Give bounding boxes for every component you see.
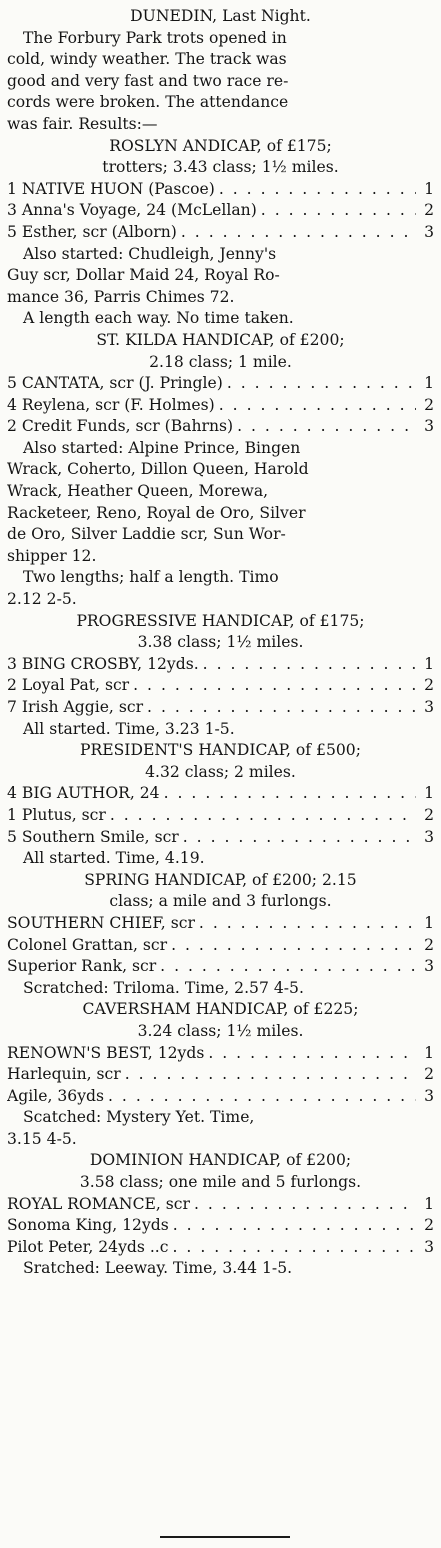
result-row <box>7 1237 434 1259</box>
runner: 2 Loyal Pat, scr <box>7 676 130 695</box>
placing: 1 <box>424 784 434 803</box>
race-note: Sratched: Leeway. Time, 3.44 1-5. <box>23 1259 293 1278</box>
race-note: Also started: Alpine Prince, Bingen <box>23 438 301 457</box>
intro-line: was fair. Results:— <box>7 114 158 133</box>
dateline: DUNEDIN, Last Night. <box>130 7 311 25</box>
runner: 5 Esther, scr (Alborn) <box>7 222 177 241</box>
runner: ROYAL ROMANCE, scr <box>7 1194 190 1213</box>
race-note: Two lengths; half a length. Timo <box>23 568 279 587</box>
race-note: Wrack, Coherto, Dillon Queen, Harold <box>7 460 309 479</box>
race-conditions: 3.58 class; one mile and 5 furlongs. <box>79 1173 362 1192</box>
result-row <box>7 913 434 935</box>
race-note: A length each way. No time taken. <box>23 309 294 328</box>
runner: Pilot Peter, 24yds ..c <box>7 1237 169 1256</box>
leader-dots <box>173 1215 416 1237</box>
race-note: 2.12 2-5. <box>7 590 77 609</box>
leader-dots <box>173 1237 417 1259</box>
runner: Sonoma King, 12yds <box>7 1216 169 1235</box>
placing: 3 <box>424 698 434 716</box>
placing: 3 <box>424 1237 434 1256</box>
race-note: All started. Time, 4.19. <box>23 849 205 868</box>
result-row <box>7 675 434 697</box>
race-note: Guy scr, Dollar Maid 24, Royal Ro- <box>7 266 280 285</box>
result-row <box>7 783 434 805</box>
leader-dots <box>108 1086 416 1108</box>
race-conditions: 2.18 class; 1 mile. <box>149 352 292 371</box>
leader-dots <box>125 1064 416 1086</box>
runner: 4 BIG AUTHOR, 24 <box>7 784 160 803</box>
race-title: ST. KILDA HANDICAP, of £200; <box>96 330 345 349</box>
placing: 2 <box>424 676 434 695</box>
race-note: mance 36, Parris Chimes 72. <box>7 287 235 306</box>
leader-dots <box>171 935 416 957</box>
runner: Superior Rank, scr <box>7 957 157 976</box>
result-row <box>7 1086 434 1108</box>
result-row <box>7 416 434 438</box>
placing: 1 <box>424 1043 434 1062</box>
placing: 3 <box>424 222 434 241</box>
race-note: Scratched: Triloma. Time, 2.57 4-5. <box>23 978 304 997</box>
race-note: Scatched: Mystery Yet. Time, <box>23 1108 255 1127</box>
leader-dots <box>160 956 416 978</box>
race-title: ROSLYN ANDICAP, of £175; <box>109 136 332 155</box>
race-note: Racketeer, Reno, Royal de Oro, Silver <box>7 503 306 522</box>
intro-line: The Forbury Park trots opened in <box>23 28 287 47</box>
leader-dots <box>194 1194 416 1216</box>
race-note: shipper 12. <box>7 546 97 565</box>
runner: 2 Credit Funds, scr (Bahrns) <box>7 417 234 436</box>
result-row <box>7 697 434 719</box>
result-row <box>7 1064 434 1086</box>
race-note: Wrack, Heather Queen, Morewa, <box>7 482 269 501</box>
result-row <box>7 805 434 827</box>
leader-dots <box>219 395 416 417</box>
race-title: SPRING HANDICAP, of £200; 2.15 <box>84 870 357 889</box>
runner: Harlequin, scr <box>7 1065 121 1084</box>
race-conditions: 3.24 class; 1½ miles. <box>137 1021 304 1040</box>
result-row <box>7 827 434 849</box>
placing: 2 <box>424 805 434 824</box>
leader-dots <box>199 913 416 935</box>
leader-dots <box>203 654 416 676</box>
runner: 7 Irish Aggie, scr <box>7 698 144 716</box>
leader-dots <box>181 222 416 244</box>
placing: 3 <box>424 1086 434 1105</box>
leader-dots <box>237 416 416 438</box>
race-title: CAVERSHAM HANDICAP, of £225; <box>82 1000 359 1019</box>
result-row <box>7 179 434 201</box>
leader-dots <box>208 1043 416 1065</box>
placing: 1 <box>424 654 434 673</box>
placing: 3 <box>424 417 434 436</box>
placing: 2 <box>424 201 434 220</box>
runner: SOUTHERN CHIEF, scr <box>7 913 195 932</box>
race-conditions: trotters; 3.43 class; 1½ miles. <box>102 158 339 177</box>
result-row <box>7 935 434 957</box>
runner: 1 NATIVE HUON (Pascoe) <box>7 179 215 198</box>
leader-dots <box>133 675 416 697</box>
runner: 1 Plutus, scr <box>7 805 106 824</box>
intro-line: cords were broken. The attendance <box>7 93 289 112</box>
placing: 2 <box>424 935 434 954</box>
result-row <box>7 1043 434 1065</box>
runner: Agile, 36yds <box>7 1086 104 1105</box>
race-conditions: 3.38 class; 1½ miles. <box>137 633 304 652</box>
race-title: PRESIDENT'S HANDICAP, of £500; <box>80 741 361 760</box>
runner: 3 BING CROSBY, 12yds. <box>7 654 199 673</box>
runner: 4 Reylena, scr (F. Holmes) <box>7 395 215 414</box>
intro-line: cold, windy weather. The track was <box>7 50 287 69</box>
placing: 1 <box>424 374 434 393</box>
leader-dots <box>227 373 416 395</box>
placing: 1 <box>424 179 434 198</box>
placing: 1 <box>424 913 434 932</box>
race-note: All started. Time, 3.23 1-5. <box>23 719 235 738</box>
race-title: DOMINION HANDICAP, of £200; <box>89 1151 352 1170</box>
placing: 2 <box>424 395 434 414</box>
race-note: Also started: Chudleigh, Jenny's <box>23 244 277 263</box>
placing: 1 <box>424 1194 434 1213</box>
result-row <box>7 200 434 222</box>
race-note: de Oro, Silver Laddie scr, Sun Wor- <box>7 525 286 544</box>
placing: 3 <box>424 957 434 976</box>
runner: RENOWN'S BEST, 12yds <box>7 1043 205 1062</box>
result-row <box>7 222 434 244</box>
runner: 5 CANTATA, scr (J. Pringle) <box>7 374 223 393</box>
result-row <box>7 1194 434 1216</box>
leader-dots <box>183 827 416 849</box>
runner: Colonel Grattan, scr <box>7 935 168 954</box>
placing: 2 <box>424 1065 434 1084</box>
race-title: PROGRESSIVE HANDICAP, of £175; <box>76 611 365 630</box>
leader-dots <box>147 697 416 719</box>
race-note: 3.15 4-5. <box>7 1129 77 1148</box>
placing: 3 <box>424 827 434 846</box>
runner: 5 Southern Smile, scr <box>7 827 179 846</box>
leader-dots <box>164 783 416 805</box>
result-row <box>7 373 434 395</box>
closing-rule <box>160 1536 290 1538</box>
leader-dots <box>219 179 416 201</box>
result-row <box>7 654 434 676</box>
result-row <box>7 956 434 978</box>
race-conditions: class; a mile and 3 furlongs. <box>109 892 332 911</box>
result-row <box>7 1215 434 1237</box>
result-row <box>7 395 434 417</box>
runner: 3 Anna's Voyage, 24 (McLellan) <box>7 201 257 220</box>
leader-dots <box>261 200 416 222</box>
race-conditions: 4.32 class; 2 miles. <box>145 762 296 781</box>
intro-line: good and very fast and two race re- <box>7 71 289 90</box>
leader-dots <box>110 805 416 827</box>
placing: 2 <box>424 1216 434 1235</box>
